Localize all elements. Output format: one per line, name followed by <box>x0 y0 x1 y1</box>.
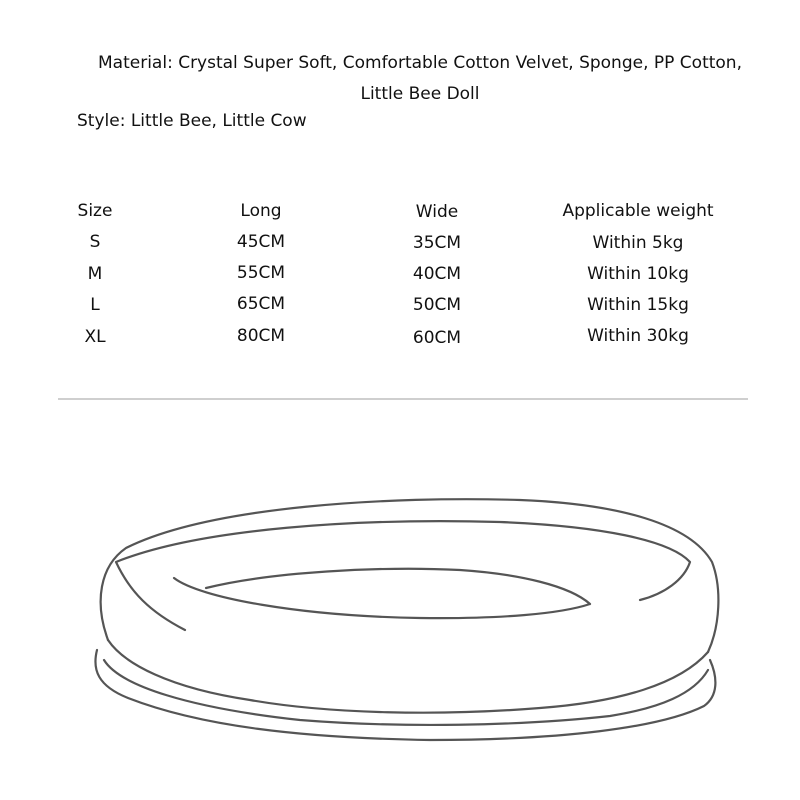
table-cell-long: 65CM <box>236 294 286 314</box>
table-cell-weight: Within 10kg <box>587 264 689 284</box>
table-cell-size: M <box>87 264 103 284</box>
table-cell-wide: 40CM <box>412 264 462 284</box>
table-cell-wide: 50CM <box>412 295 462 315</box>
table-cell-weight: Within 30kg <box>587 326 689 346</box>
header-applicable-weight: Applicable weight <box>562 201 714 221</box>
bed-base-inner-line <box>104 660 708 725</box>
table-cell-wide: 60CM <box>412 328 462 348</box>
table-cell-long: 45CM <box>236 232 286 252</box>
bed-sidewall-seam-line <box>108 640 708 713</box>
table-cell-long: 80CM <box>236 326 286 346</box>
table-cell-long: 55CM <box>236 263 286 283</box>
style-description: Style: Little Bee, Little Cow <box>77 111 307 131</box>
table-cell-size: XL <box>84 327 106 347</box>
material-line-2: Little Bee Doll <box>360 84 480 104</box>
table-cell-size: L <box>90 295 100 315</box>
table-cell-weight: Within 15kg <box>587 295 689 315</box>
bed-inner-rim-line <box>116 521 690 630</box>
section-divider <box>58 398 748 400</box>
pet-bed-illustration <box>0 480 800 800</box>
header-long: Long <box>240 201 282 221</box>
size-table <box>0 196 800 356</box>
table-cell-wide: 35CM <box>412 233 462 253</box>
material-description <box>60 48 780 110</box>
table-cell-weight: Within 5kg <box>592 233 684 253</box>
bed-inner-opening-line <box>174 569 590 618</box>
table-cell-size: S <box>89 232 101 252</box>
header-wide: Wide <box>415 202 459 222</box>
material-line-1: Material: Crystal Super Soft, Comfortable Cotton Velvet, Sponge, PP Cotton, <box>98 53 742 73</box>
header-size: Size <box>77 201 113 221</box>
